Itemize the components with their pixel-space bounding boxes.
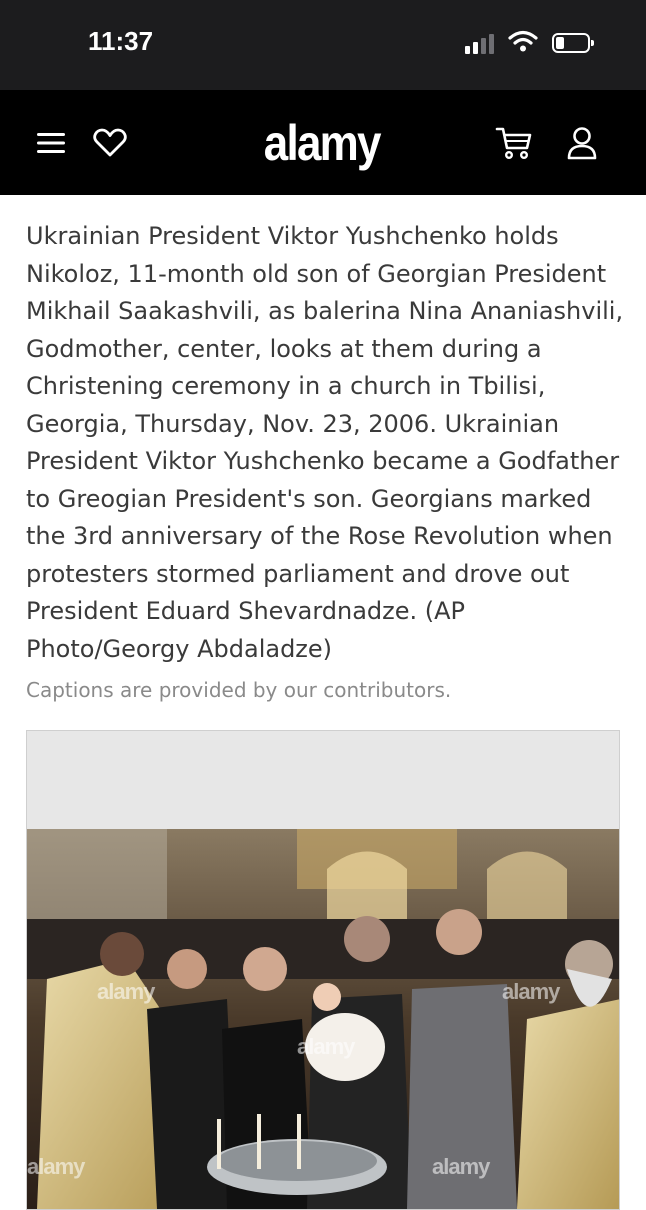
status-bar	[0, 0, 646, 90]
heart-icon[interactable]	[90, 90, 130, 195]
watermark: alamy	[297, 1034, 355, 1059]
caption-disclaimer: Captions are provided by our contributors.	[26, 678, 452, 702]
watermark: alamy	[97, 979, 155, 1004]
battery-icon	[552, 33, 590, 53]
watermark: alamy	[432, 1154, 490, 1179]
user-icon[interactable]	[562, 90, 602, 195]
cart-icon[interactable]	[492, 90, 536, 195]
signal-icon	[465, 32, 494, 54]
image-container[interactable]	[26, 730, 620, 1210]
watermark: alamy	[502, 979, 560, 1004]
photo[interactable]	[27, 829, 620, 1209]
status-icons	[465, 30, 590, 56]
alamy-logo[interactable]: alamy	[263, 115, 380, 171]
image-caption: Ukrainian President Viktor Yushchenko holds Nikoloz, 11-month old son of Georgian President Mikhail Saakashvili, as balerina Nina Ananiashvili, Godmother, center, looks at them during a Christening ceremony in a church in Tbilisi, Georgia, Thursday, Nov. 23, 2006. Ukrainian President Viktor Yushchenko became a Godfather to Greogian President's son. Georgians marked the 3rd anniversary of the Rose Revolution when protesters stormed parliament and drove out President Eduard Shevardnadze. (AP Photo/Georgy Abdaladze)	[26, 222, 624, 663]
status-time: 11:37	[88, 26, 154, 56]
watermark: alamy	[27, 1154, 85, 1179]
menu-icon[interactable]	[34, 90, 68, 195]
wifi-icon	[508, 30, 538, 56]
